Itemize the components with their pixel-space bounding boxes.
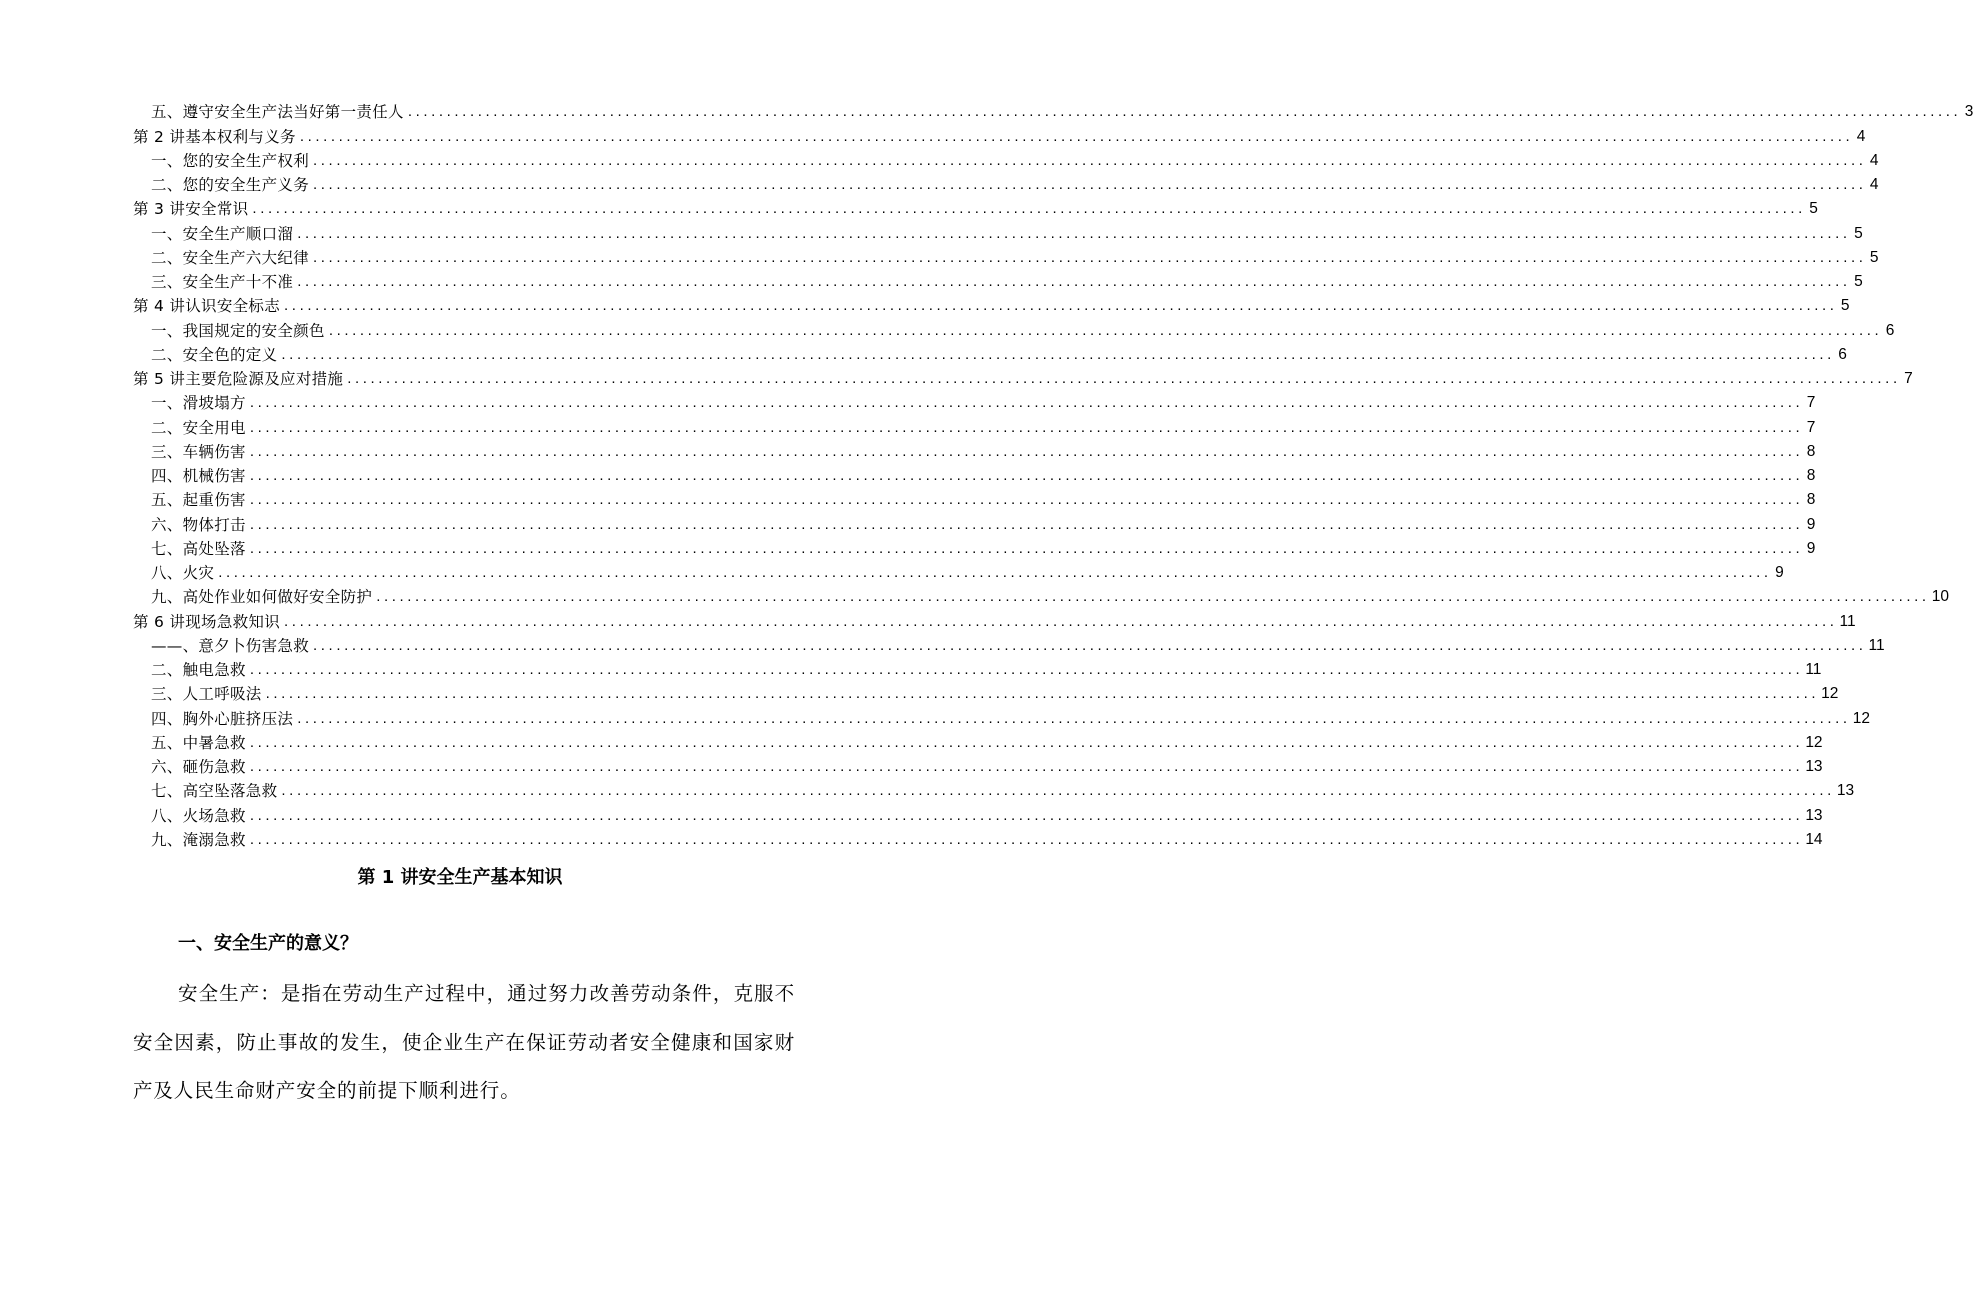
table-of-contents (133, 100, 1973, 852)
toc-entry-page-number: 6 (1838, 345, 1847, 363)
toc-entry[interactable] (133, 440, 1816, 464)
toc-entry-page-number: 4 (1869, 176, 1879, 193)
toc-leader-dots: ........................................................................................................................................................................................................ (249, 515, 1804, 533)
toc-entry-page-number: 9 (1775, 564, 1784, 581)
toc-leader-dots: ........................................................................................................................................................................................................ (297, 224, 1851, 242)
toc-entry[interactable] (133, 658, 1822, 682)
toc-entry-page-number: 13 (1805, 758, 1823, 775)
toc-leader-dots: ........................................................................................................................................................................................................ (218, 564, 1772, 581)
toc-entry[interactable] (133, 585, 1949, 609)
toc-entry-title: 第 3 讲安全常识 (133, 200, 249, 219)
toc-entry-page-number: 11 (1839, 612, 1856, 630)
toc-entry-title: 三、车辆伤害 (151, 442, 246, 461)
body-paragraph: 安全生产：是指在劳动生产过程中，通过努力改善劳动条件，克服不安全因素，防止事故的发生，使企业生产在保证劳动者安全健康和国家财产及人民生命财产安全的前提下顺利进行。 (133, 982, 795, 1102)
toc-entry-title: 八、火灾 (151, 564, 215, 582)
toc-entry[interactable] (133, 537, 1816, 561)
toc-leader-dots: ........................................................................................................................................................................................................ (284, 297, 1838, 315)
toc-entry[interactable] (133, 100, 1973, 124)
toc-leader-dots: ........................................................................................................................................................................................................ (313, 176, 1867, 193)
toc-leader-dots: ........................................................................................................................................................................................................ (407, 103, 1962, 121)
toc-entry[interactable] (133, 318, 1895, 342)
toc-entry-page-number: 11 (1805, 661, 1822, 678)
toc-entry[interactable] (133, 270, 1863, 294)
toc-entry-title: 五、中暑急救 (151, 733, 246, 752)
toc-leader-dots: ........................................................................................................................................................................................................ (347, 370, 1901, 387)
toc-leader-dots: ........................................................................................................................................................................................................ (328, 321, 1883, 339)
toc-entry[interactable] (133, 124, 1866, 148)
toc-leader-dots: ........................................................................................................................................................................................................ (249, 758, 1804, 775)
toc-entry-page-number: 12 (1805, 733, 1823, 751)
toc-entry-title: 一、滑坡塌方 (151, 394, 246, 413)
toc-entry-title: 二、您的安全生产义务 (151, 176, 310, 194)
toc-leader-dots: ........................................................................................................................................................................................................ (249, 830, 1804, 848)
toc-entry[interactable] (133, 367, 1913, 391)
toc-entry-page-number: 5 (1854, 273, 1863, 290)
toc-entry-title: 五、起重伤害 (151, 491, 246, 510)
toc-entry[interactable] (133, 149, 1879, 173)
toc-entry[interactable] (133, 512, 1816, 536)
toc-entry-title: 第 5 讲主要危险源及应对措施 (133, 370, 344, 388)
toc-entry-title: 六、物体打击 (151, 515, 246, 534)
toc-entry[interactable] (133, 828, 1823, 852)
toc-entry-page-number: 6 (1885, 321, 1895, 339)
toc-entry-page-number: 10 (1931, 588, 1949, 606)
toc-entry-page-number: 5 (1854, 224, 1863, 242)
toc-entry-page-number: 9 (1806, 515, 1816, 533)
toc-entry[interactable] (133, 706, 1870, 730)
toc-leader-dots: ........................................................................................................................................................................................................ (313, 151, 1867, 169)
toc-leader-dots: ........................................................................................................................................................................................................ (265, 685, 1820, 703)
toc-entry-title: 四、机械伤害 (151, 467, 246, 485)
toc-leader-dots: ........................................................................................................................................................................................................ (252, 200, 1806, 218)
toc-entry[interactable] (133, 246, 1879, 270)
toc-entry-title: 九、淹溺急救 (151, 830, 246, 849)
toc-entry-page-number: 5 (1809, 200, 1818, 218)
toc-entry-page-number: 7 (1806, 394, 1816, 412)
toc-entry[interactable] (133, 197, 1818, 221)
toc-entry-page-number: 13 (1805, 806, 1823, 824)
toc-entry-page-number: 9 (1806, 539, 1816, 557)
toc-entry-page-number: 8 (1806, 467, 1816, 484)
toc-entry-title: 三、人工呼吸法 (151, 685, 262, 704)
toc-leader-dots: ........................................................................................................................................................................................................ (249, 394, 1804, 412)
toc-entry-title: 七、高处坠落 (151, 539, 246, 558)
toc-entry-page-number: 5 (1869, 248, 1879, 266)
toc-entry-title: 二、安全生产六大纪律 (151, 248, 310, 267)
toc-entry-page-number: 13 (1836, 782, 1855, 800)
toc-entry-page-number: 4 (1856, 127, 1866, 145)
toc-entry-title: 二、安全色的定义 (151, 345, 278, 364)
toc-entry[interactable] (133, 415, 1816, 439)
toc-entry-page-number: 4 (1869, 151, 1879, 169)
toc-entry[interactable] (133, 609, 1856, 633)
toc-entry-page-number: 8 (1806, 442, 1816, 460)
section-heading: 一、安全生产的意义？ (178, 933, 358, 954)
toc-leader-dots: ........................................................................................................................................................................................................ (249, 661, 1804, 678)
toc-entry[interactable] (133, 779, 1855, 803)
toc-leader-dots: ........................................................................................................................................................................................................ (313, 636, 1867, 654)
toc-entry-page-number: 8 (1806, 491, 1816, 509)
toc-leader-dots: ........................................................................................................................................................................................................ (299, 127, 1854, 145)
toc-entry-title: 一、我国规定的安全颜色 (151, 321, 325, 340)
toc-entry[interactable] (133, 464, 1816, 488)
toc-entry-page-number: 3 (1964, 103, 1973, 121)
toc-leader-dots: ........................................................................................................................................................................................................ (249, 539, 1804, 557)
toc-entry-title: ——、意夕卜伤害急救 (151, 636, 310, 655)
toc-entry[interactable] (133, 561, 1784, 585)
toc-leader-dots: ........................................................................................................................................................................................................ (249, 418, 1804, 436)
toc-entry-title: 第 4 讲认识安全标志 (133, 297, 281, 316)
toc-entry[interactable] (133, 731, 1823, 755)
toc-leader-dots: ........................................................................................................................................................................................................ (281, 782, 1835, 800)
toc-entry-title: 一、您的安全生产权利 (151, 151, 310, 170)
toc-leader-dots: ........................................................................................................................................................................................................ (313, 248, 1867, 266)
toc-entry-title: 七、高空坠落急救 (151, 782, 278, 801)
toc-entry[interactable] (133, 294, 1850, 318)
toc-leader-dots: ........................................................................................................................................................................................................ (249, 467, 1804, 484)
toc-leader-dots: ........................................................................................................................................................................................................ (284, 612, 1838, 630)
toc-entry-title: 第 2 讲基本权利与义务 (133, 127, 296, 146)
toc-entry-page-number: 11 (1868, 636, 1885, 654)
toc-entry-title: 一、安全生产顺口溜 (151, 224, 294, 243)
toc-entry-page-number: 12 (1821, 685, 1839, 703)
toc-entry-page-number: 5 (1840, 297, 1850, 315)
toc-entry[interactable] (133, 755, 1823, 779)
toc-entry[interactable] (133, 173, 1879, 197)
toc-entry-page-number: 7 (1806, 418, 1816, 436)
toc-entry-title: 九、高处作业如何做好安全防护 (151, 588, 373, 607)
toc-entry[interactable] (133, 488, 1816, 512)
toc-entry-title: 三、安全生产十不准 (151, 273, 294, 291)
toc-leader-dots: ........................................................................................................................................................................................................ (297, 273, 1851, 290)
toc-entry-title: 五、遵守安全生产法当好第一责任人 (151, 103, 404, 122)
toc-leader-dots: ........................................................................................................................................................................................................ (249, 806, 1804, 824)
toc-entry-title: 六、砸伤急救 (151, 758, 246, 776)
toc-entry-page-number: 14 (1805, 830, 1823, 848)
toc-entry-page-number: 12 (1852, 709, 1870, 727)
toc-entry[interactable] (133, 803, 1823, 827)
toc-entry[interactable] (133, 343, 1847, 367)
chapter-title: 第 1 讲安全生产基本知识 (357, 867, 563, 888)
toc-entry-title: 第 6 讲现场急救知识 (133, 612, 281, 631)
toc-entry-page-number: 7 (1904, 370, 1913, 387)
toc-entry-title: 四、胸外心脏挤压法 (151, 709, 294, 728)
toc-leader-dots: ........................................................................................................................................................................................................ (376, 588, 1930, 606)
toc-leader-dots: ........................................................................................................................................................................................................ (249, 491, 1804, 509)
toc-entry[interactable] (133, 682, 1839, 706)
toc-entry-title: 二、安全用电 (151, 418, 246, 437)
toc-leader-dots: ........................................................................................................................................................................................................ (281, 345, 1835, 363)
toc-entry[interactable] (133, 634, 1885, 658)
toc-leader-dots: ........................................................................................................................................................................................................ (249, 442, 1804, 460)
toc-leader-dots: ........................................................................................................................................................................................................ (297, 709, 1851, 727)
toc-entry-title: 二、触电急救 (151, 661, 246, 679)
toc-entry-title: 八、火场急救 (151, 806, 246, 825)
toc-entry[interactable] (133, 221, 1863, 245)
toc-entry[interactable] (133, 391, 1816, 415)
toc-leader-dots: ........................................................................................................................................................................................................ (249, 733, 1804, 751)
